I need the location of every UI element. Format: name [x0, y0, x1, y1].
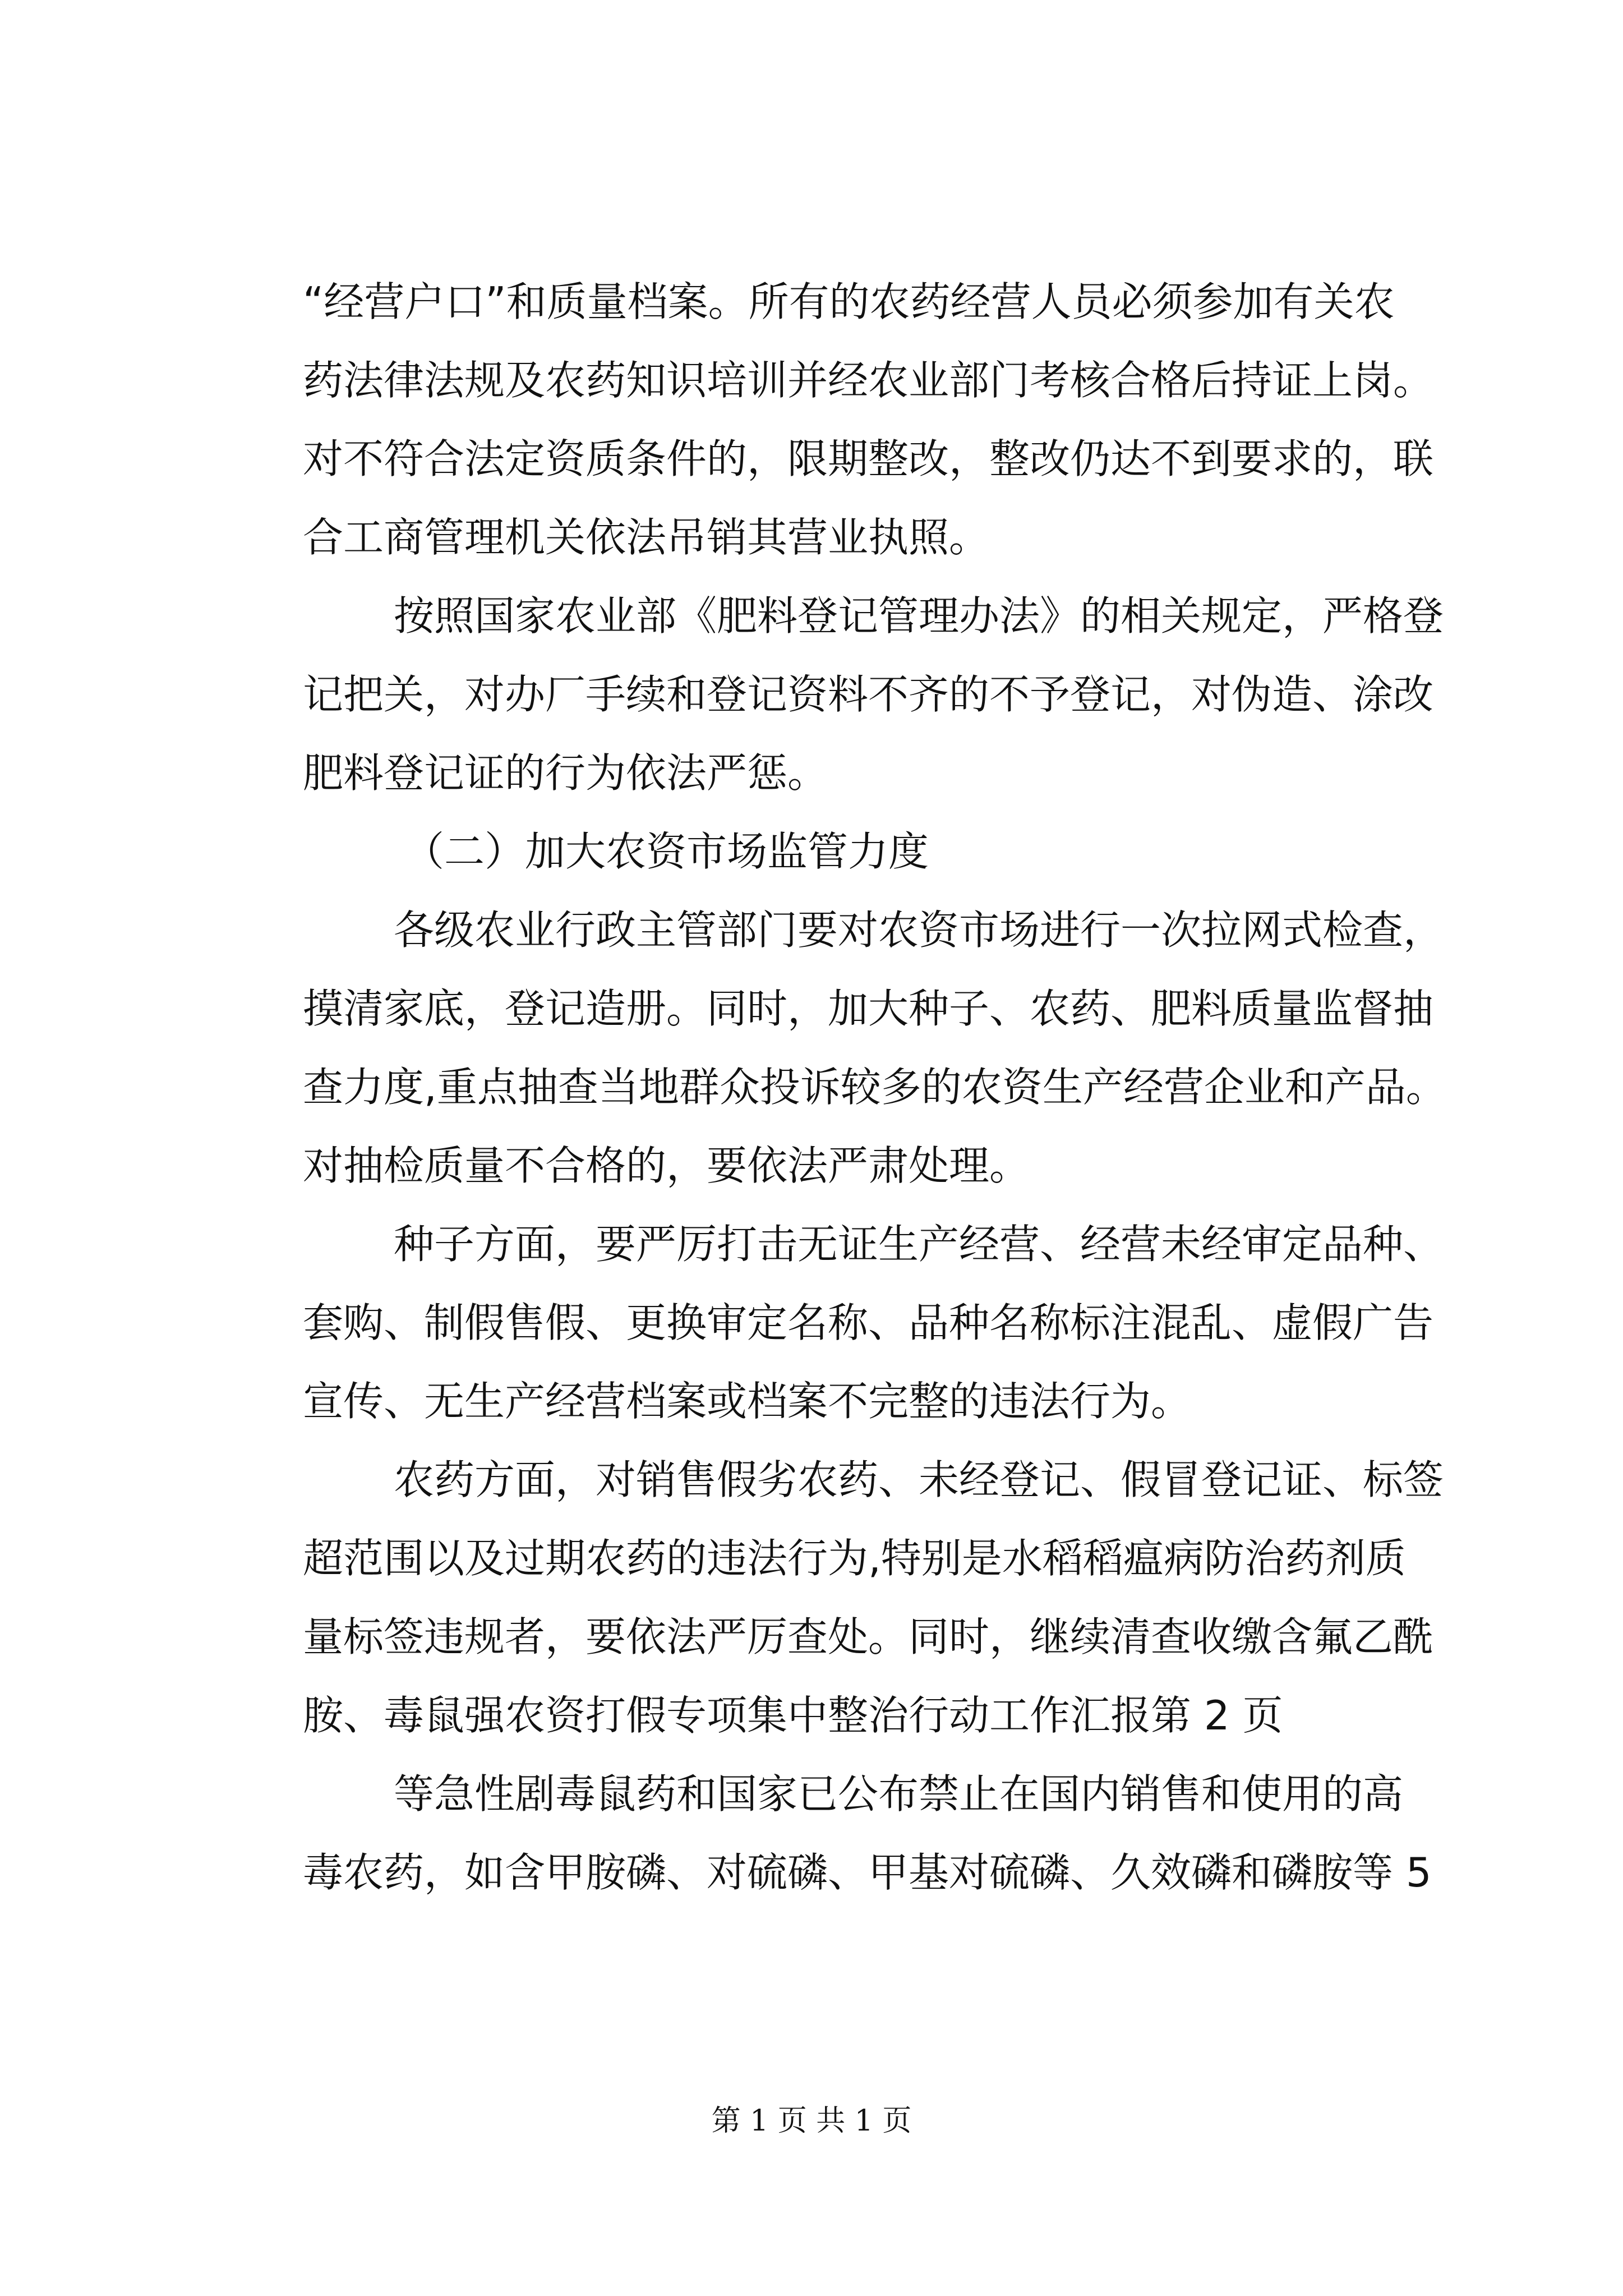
- body-line: 查力度,重点抽查当地群众投诉较多的农资生产经营企业和产品。: [303, 1064, 1446, 1111]
- body-line: 对不符合法定资质条件的，限期整改，整改仍达不到要求的，联: [303, 435, 1434, 482]
- paragraph-first-line: 种子方面，要严厉打击无证生产经营、经营未经审定品种、: [394, 1221, 1444, 1268]
- body-line: 宣传、无生产经营档案或档案不完整的违法行为。: [303, 1378, 1192, 1425]
- body-line: 药法律法规及农药知识培训并经农业部门考核合格后持证上岗。: [303, 357, 1434, 404]
- body-line: 摸清家底，登记造册。同时，加大种子、农药、肥料质量监督抽: [303, 985, 1434, 1032]
- body-line: 胺、毒鼠强农资打假专项集中整治行动工作汇报第 2 页: [303, 1692, 1283, 1739]
- section-heading: （二）加大农资市场监管力度: [404, 828, 929, 875]
- body-line: 毒农药，如含甲胺磷、对硫磷、甲基对硫磷、久效磷和磷胺等 5: [303, 1849, 1432, 1896]
- body-line: 合工商管理机关依法吊销其营业执照。: [303, 514, 990, 561]
- paragraph-first-line: 按照国家农业部《肥料登记管理办法》的相关规定，严格登: [394, 592, 1444, 639]
- body-line: 量标签违规者，要依法严厉查处。同时，继续清查收缴含氟乙酰: [303, 1613, 1434, 1660]
- body-line: 记把关，对办厂手续和登记资料不齐的不予登记，对伪造、涂改: [303, 671, 1434, 718]
- body-line: 套购、制假售假、更换审定名称、品种名称标注混乱、虚假广告: [303, 1299, 1434, 1346]
- paragraph-first-line: 等急性剧毒鼠药和国家已公布禁止在国内销售和使用的高: [394, 1770, 1404, 1818]
- body-line: 超范围以及过期农药的违法行为,特别是水稻稻瘟病防治药剂质: [303, 1535, 1406, 1582]
- page-footer: 第 1 页 共 1 页: [711, 2104, 912, 2138]
- document-body: [303, 263, 1446, 1912]
- body-line: “经营户口”和质量档案。所有的农药经营人员必须参加有关农: [303, 278, 1395, 325]
- paragraph-first-line: 农药方面，对销售假劣农药、未经登记、假冒登记证、标签: [394, 1456, 1444, 1503]
- body-line: 肥料登记证的行为依法严惩。: [303, 749, 828, 797]
- body-line: 对抽检质量不合格的，要依法严肃处理。: [303, 1142, 1030, 1189]
- paragraph-first-line: 各级农业行政主管部门要对农资市场进行一次拉网式检查，: [394, 907, 1444, 954]
